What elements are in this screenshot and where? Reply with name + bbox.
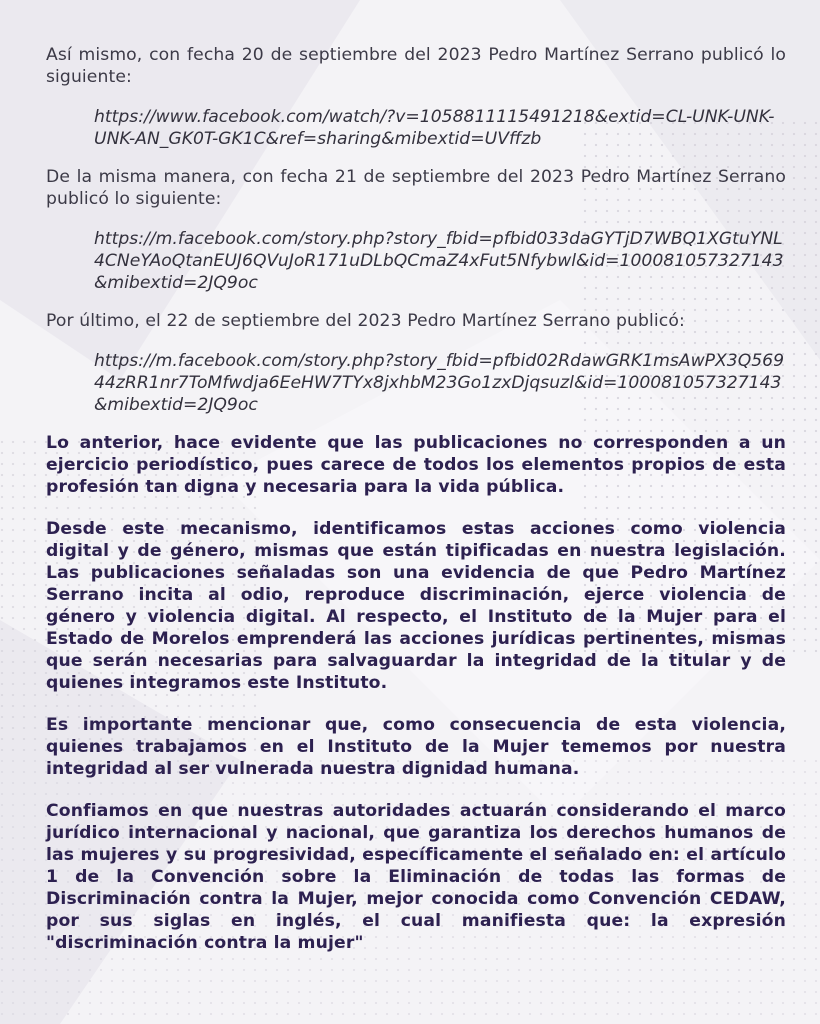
paragraph-digital-gender-violence: Desde este mecanismo, identificamos estas acciones como violencia digital y de género, mismas que están tipificadas en nuestra legislación. Las publicaciones señaladas son una evidencia de que Pedro Martínez Serrano incita al odio, reproduce discriminación, ejerce violencia de género y violencia digital. Al respecto, el Instituto de la Mujer para el Estado de Morelos emprenderá las acciones jurídicas pertinentes, mismas que serán necesarias para salvaguardar la integridad de la titular y de quienes integramos este Instituto. <box>46 519 786 693</box>
facebook-link-sept-21[interactable]: https://m.facebook.com/story.php?story_fbid=pfbid033daGYTjD7WBQ1XGtuYNL4CNeYAoQtanEUJ6QVuJoR171uDLbQCmaZ4xFut5Nfybwl&id=100081057327143&mibextid=2JQ9oc <box>94 229 784 293</box>
paragraph-publication-sept-22: Por último, el 22 de septiembre del 2023 Pedro Martínez Serrano publicó: <box>46 311 685 331</box>
paragraph-legal-framework-cedaw: Confiamos en que nuestras autoridades actuarán considerando el marco jurídico internacional y nacional, que garantiza los derechos humanos de las mujeres y su progresividad, específicamente el señalado en: el artículo 1 de la Convención sobre la Eliminación de todas las formas de Discriminación contra la Mujer, mejor conocida como Convención CEDAW, por sus siglas en inglés, el cual manifiesta que: la expresión "discriminación contra la mujer" <box>46 801 786 953</box>
paragraph-integrity-concern: Es importante mencionar que, como consecuencia de esta violencia, quienes trabajamos en el Instituto de la Mujer tememos por nuestra integridad al ser vulnerada nuestra dignidad humana. <box>46 715 786 779</box>
facebook-link-sept-20[interactable]: https://www.facebook.com/watch/?v=1058811115491218&extid=CL-UNK-UNK-UNK-AN_GK0T-GK1C&ref=sharing&mibextid=UVffzb <box>94 107 775 149</box>
paragraph-publication-sept-20: Así mismo, con fecha 20 de septiembre del 2023 Pedro Martínez Serrano publicó lo siguiente: <box>46 45 786 87</box>
paragraph-not-journalism: Lo anterior, hace evidente que las publicaciones no corresponden a un ejercicio periodístico, pues carece de todos los elementos propios de esta profesión tan digna y necesaria para la vida pública. <box>46 433 786 497</box>
document-body <box>46 44 786 954</box>
paragraph-publication-sept-21: De la misma manera, con fecha 21 de septiembre del 2023 Pedro Martínez Serrano publicó lo siguiente: <box>46 167 786 209</box>
facebook-link-sept-22[interactable]: https://m.facebook.com/story.php?story_fbid=pfbid02RdawGRK1msAwPX3Q56944zRR1nr7ToMfwdja6EeHW7TYx8jxhbM23Go1zxDjqsuzl&id=100081057327143&mibextid=2JQ9oc <box>94 351 785 415</box>
